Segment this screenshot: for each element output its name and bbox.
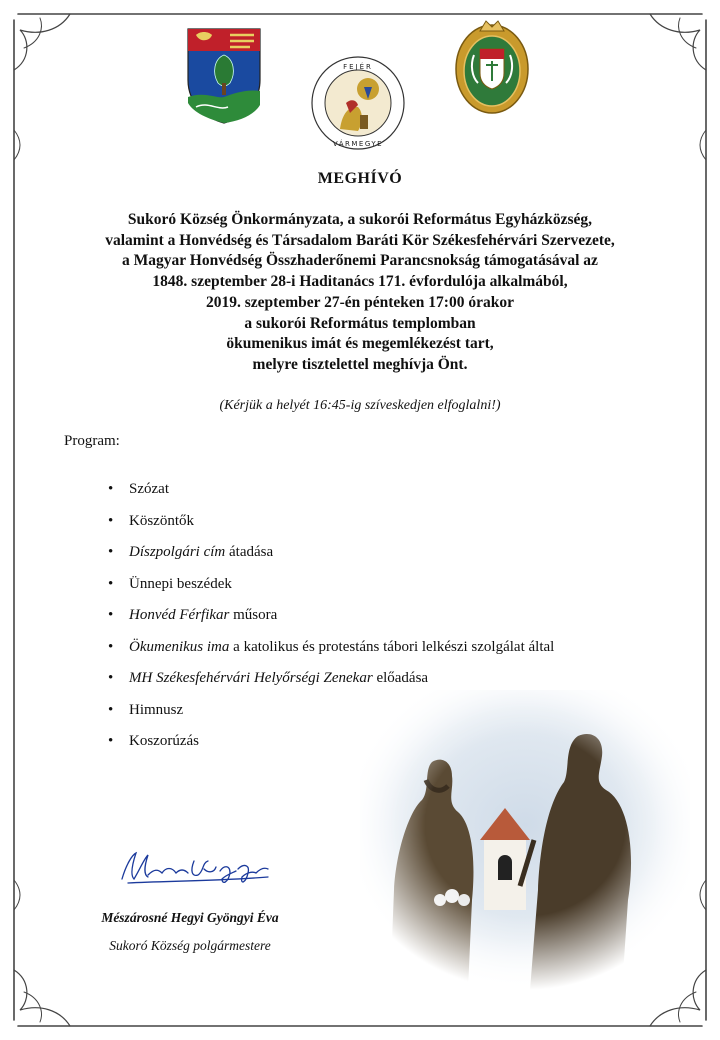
statue-photo-icon xyxy=(360,690,690,990)
program-item xyxy=(108,607,554,639)
program-item-text: műsora xyxy=(229,607,278,623)
bullet: • xyxy=(108,481,114,497)
bullet: • xyxy=(108,670,114,686)
invitation-line: ökumenikus imát és megemlékezést tart, xyxy=(226,335,494,353)
program-item-italic: Ökumenikus ima xyxy=(129,638,230,655)
svg-text:VÁRMEGYE: VÁRMEGYE xyxy=(332,140,384,148)
program-item xyxy=(108,481,554,513)
invitation-title: MEGHÍVÓ xyxy=(317,170,403,187)
invitation-line: Sukoró Község Önkormányzata, a sukorói Református Egyházközség, xyxy=(127,211,593,228)
invitation-line: 2019. szeptember 27-én pénteken 17:00 órakor xyxy=(206,293,514,311)
program-item xyxy=(108,544,554,576)
bullet: • xyxy=(108,638,114,655)
program-item-italic: Díszpolgári cím xyxy=(129,544,226,560)
honvedseg-tarsadalom-emblem-icon xyxy=(452,15,532,115)
signer-title: Sukoró Község polgármestere xyxy=(109,938,271,953)
program-item xyxy=(108,639,554,671)
invitation-line: valamint a Honvédség és Társadalom Baráti Kör Székesfehérvári Szervezete, xyxy=(105,231,615,249)
program-item-text: előadása xyxy=(372,670,429,686)
sukoro-coat-of-arms-icon xyxy=(184,25,264,125)
program-item-italic: Honvéd Férfikar xyxy=(129,607,230,623)
bullet: • xyxy=(108,544,114,560)
bullet: • xyxy=(108,733,114,749)
invitation-body xyxy=(60,210,660,376)
bullet: • xyxy=(108,575,114,592)
invitation-line: a sukorói Református templomban xyxy=(244,314,476,332)
program-item-text: Szózat xyxy=(129,481,169,497)
signer-name: Mészárosné Hegyi Gyöngyi Éva xyxy=(101,910,279,925)
bullet: • xyxy=(108,512,114,529)
program-item-italic: MH Székesfehérvári Helyőrségi Zenekar xyxy=(129,670,373,686)
program-item-text: Köszöntők xyxy=(129,512,194,529)
invitation-line: a Magyar Honvédség Összhaderőnemi Parancsnokság támogatásával az xyxy=(122,252,598,270)
program-item-text: Himnusz xyxy=(129,701,184,718)
invitation-line: 1848. szeptember 28-i Haditanács 171. évfordulója alkalmából, xyxy=(152,273,568,291)
bullet: • xyxy=(108,607,114,623)
program-item-text: átadása xyxy=(225,544,274,560)
program-item-text: Ünnepi beszédek xyxy=(129,575,232,592)
arrival-note: (Kérjük a helyét 16:45-ig szíveskedjen elfoglalni!) xyxy=(219,398,501,413)
program-item-text: Koszorúzás xyxy=(129,733,199,749)
program-label: Program: xyxy=(64,433,120,449)
bullet: • xyxy=(108,701,114,718)
program-item-text: a katolikus és protestáns tábori lelkészi szolgálat által xyxy=(229,638,555,655)
handwritten-signature-icon xyxy=(118,845,278,890)
program-item xyxy=(108,513,554,545)
fejer-varmegye-seal-icon xyxy=(310,55,406,151)
svg-text:FEJÉR: FEJÉR xyxy=(343,63,373,71)
invitation-line: melyre tisztelettel meghívja Önt. xyxy=(252,355,468,373)
program-item xyxy=(108,576,554,608)
